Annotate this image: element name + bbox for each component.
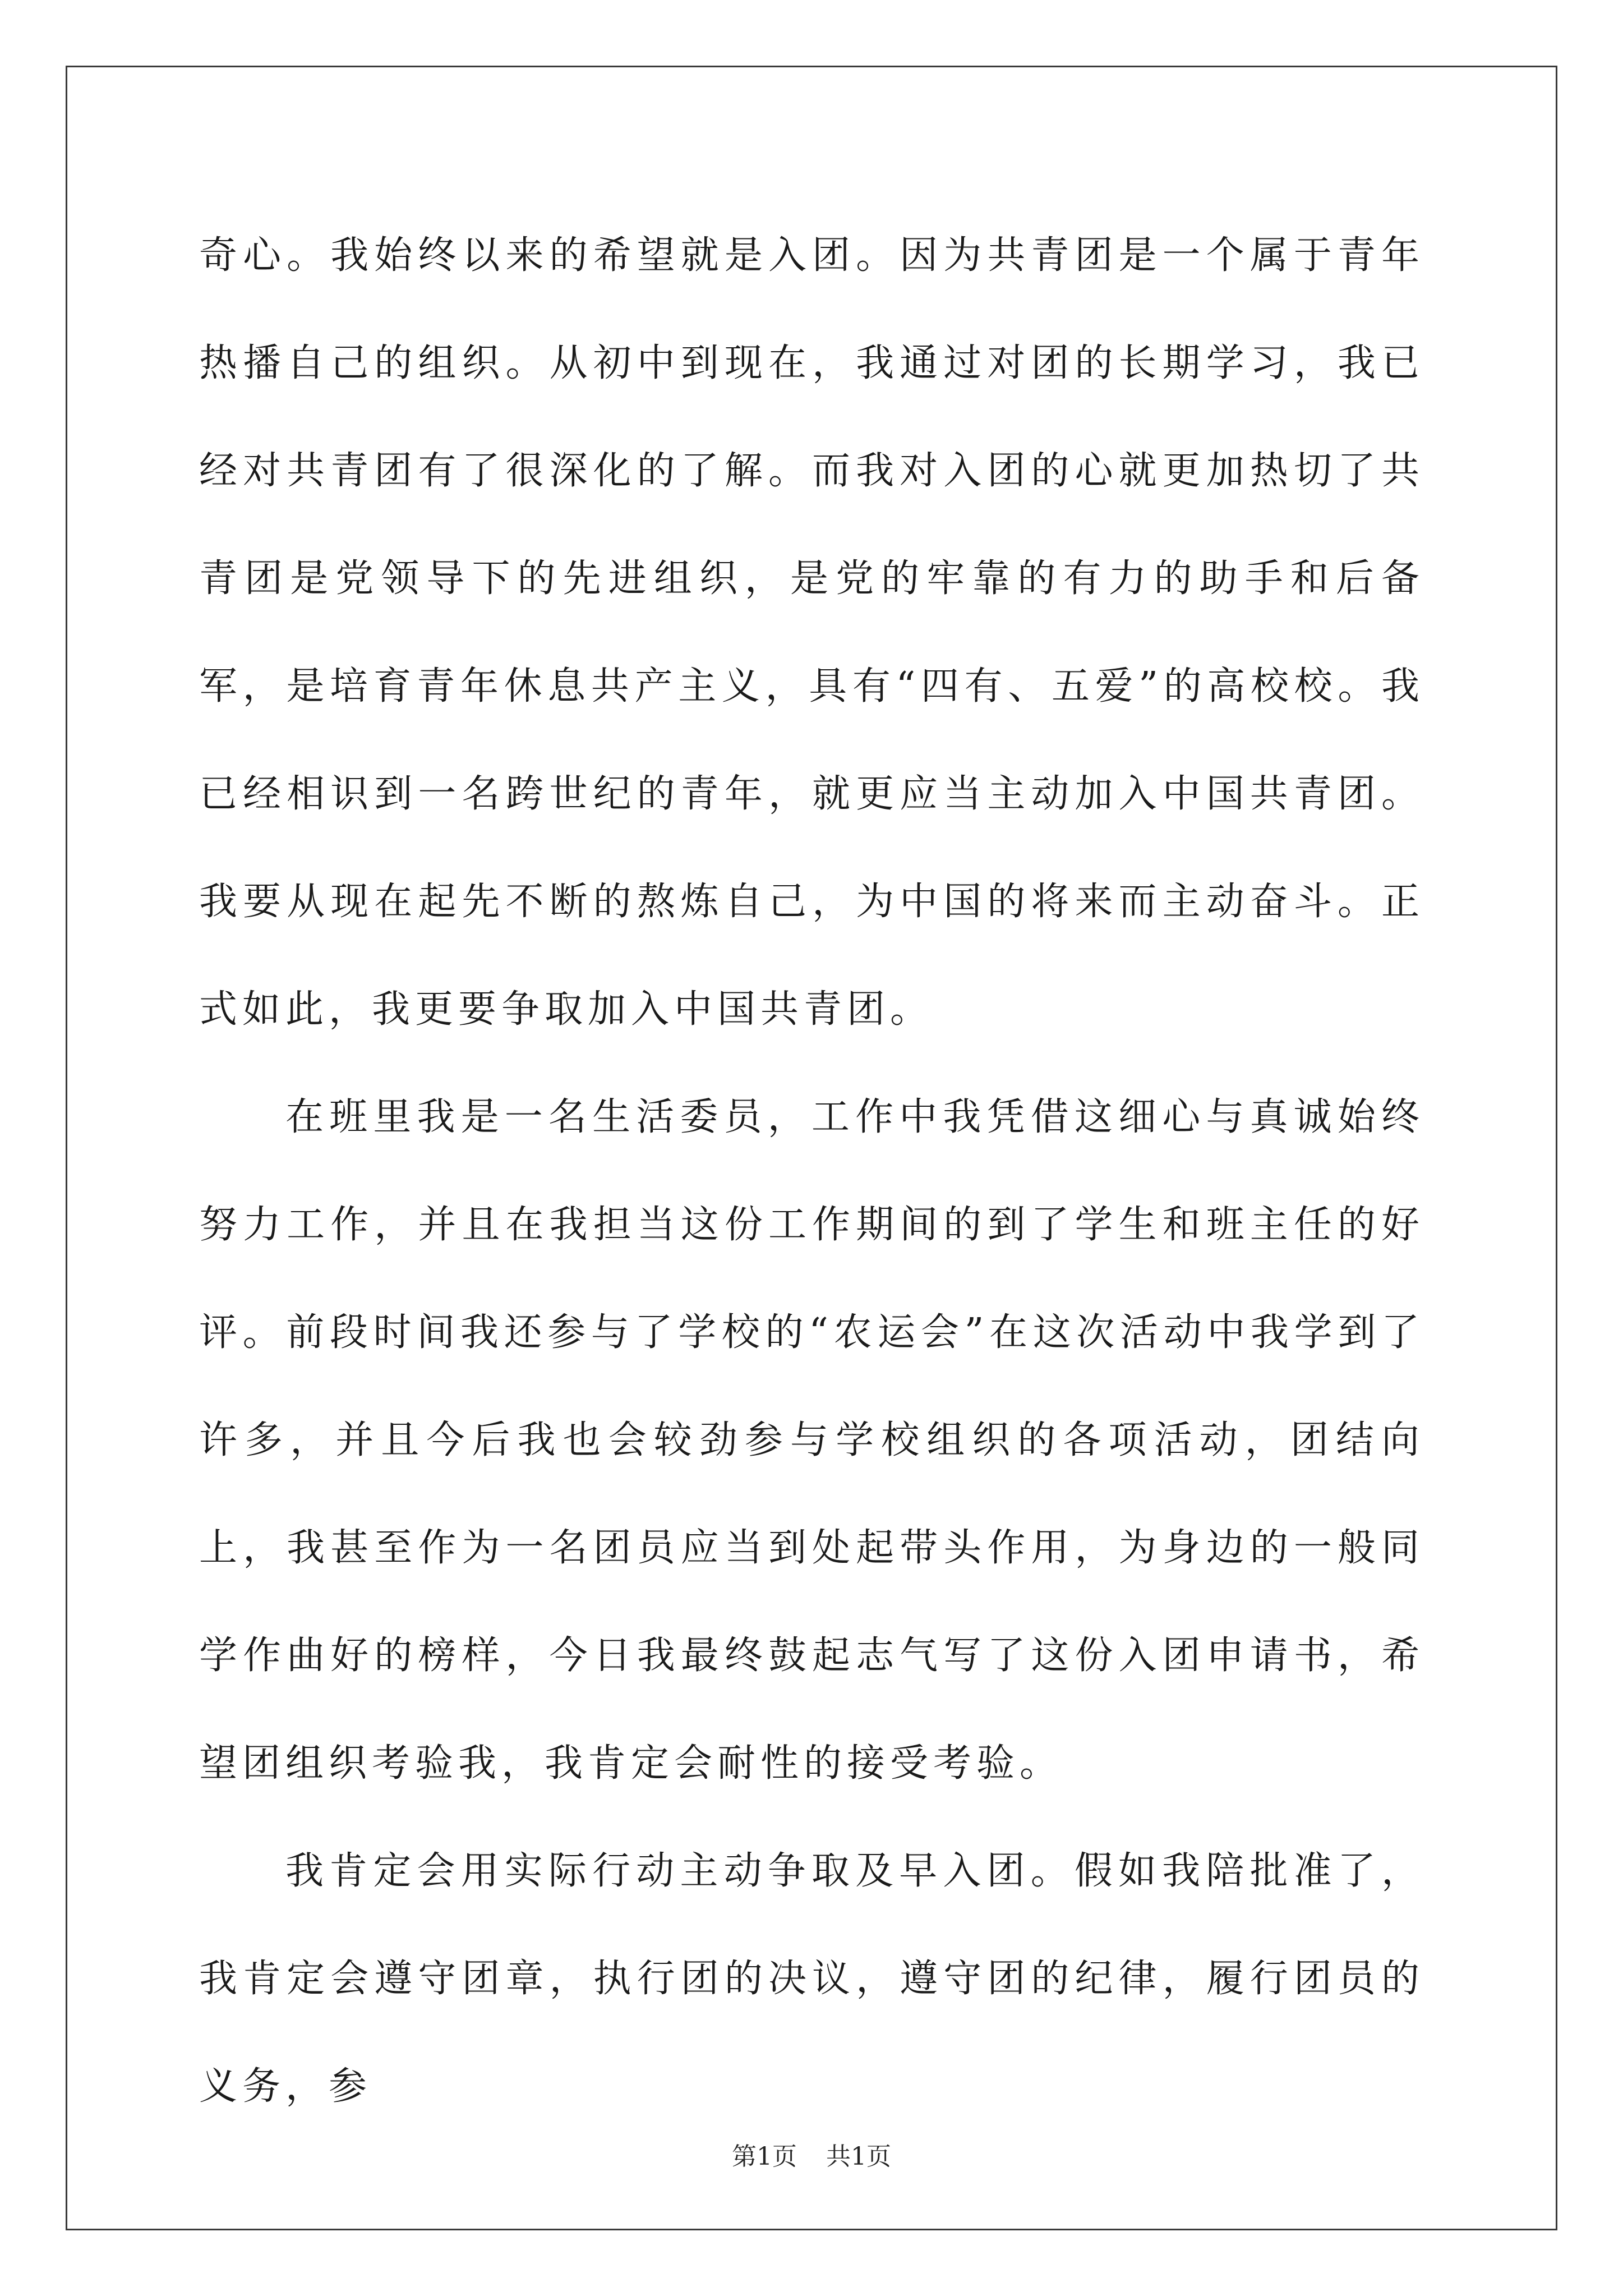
paragraph-3: 我肯定会用实际行动主动争取及早入团。假如我陪批准了，我肯定会遵守团章，执行团的决议，遵守团的纪律，履行团员的义务，参 [199, 1849, 1424, 2109]
paragraph-1: 奇心。我始终以来的希望就是入团。因为共青团是一个属于青年热播自己的组织。从初中到现在，我通过对团的长期学习，我已经对共青团有了很深化的了解。而我对入团的心就更加热切了共青团是党领导下的先进组织，是党的牢靠的有力的助手和后备军，是培育青年休息共产主义，具有“四有、五爱”的高校校。我已经相识到一名跨世纪的青年，就更应当主动加入中国共青团。我要从现在起先不断的熬炼自己，为中国的将来而主动奋斗。正式如此，我更要争取加入中国共青团。 [199, 233, 1424, 1032]
page-number-current: 第1页 [732, 2142, 797, 2171]
document-body [199, 202, 1424, 2141]
paragraph-2: 在班里我是一名生活委员，工作中我凭借这细心与真诚始终努力工作，并且在我担当这份工作期间的到了学生和班主任的好评。前段时间我还参与了学校的“农运会”在这次活动中我学到了许多，并且今后我也会较劲参与学校组织的各项活动，团结向上，我甚至作为一名团员应当到处起带头作用，为身边的一般同学作曲好的榜样，今日我最终鼓起志气写了这份入团申请书，希望团组织考验我，我肯定会耐性的接受考验。 [199, 1095, 1424, 1786]
page-number-total: 共1页 [826, 2142, 891, 2171]
page-footer [0, 2140, 1623, 2174]
